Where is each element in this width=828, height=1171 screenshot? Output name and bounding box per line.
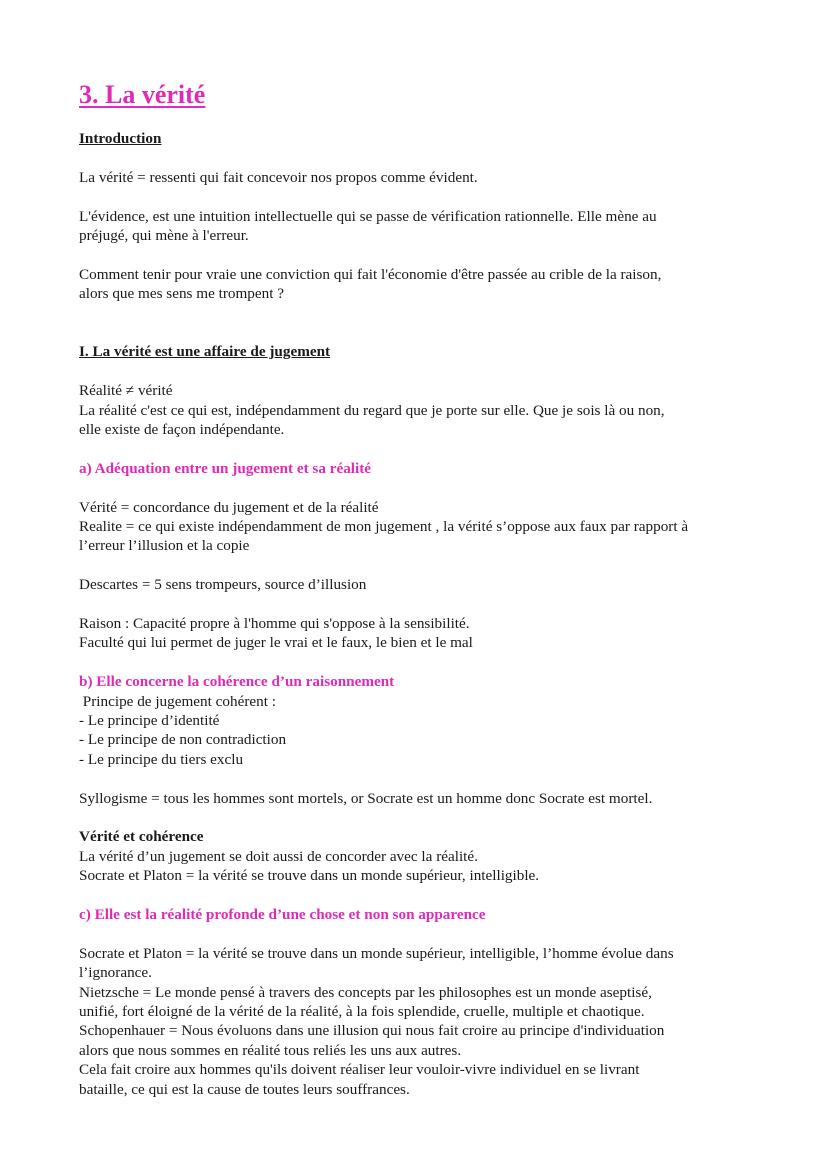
subsection-c-line-5: Schopenhauer = Nous évoluons dans une illusion qui nous fait croire au principe d'individuation <box>79 1022 665 1040</box>
subsection-a-line-4: Descartes = 5 sens trompeurs, source d’illusion <box>79 576 367 594</box>
subsection-c-line-4: unifié, fort éloigné de la vérité de la réalité, à la fois splendide, cruelle, multiple et chaotique. <box>79 1003 645 1021</box>
section-1-line-1: Réalité ≠ vérité <box>79 382 173 400</box>
subsection-a-heading: a) Adéquation entre un jugement et sa réalité <box>79 459 372 477</box>
subsection-a-line-2: Realite = ce qui existe indépendamment de mon jugement , la vérité s’oppose aux faux par rapport à <box>79 518 689 535</box>
document-page <box>79 78 769 1099</box>
subsection-b-line-6: La vérité d’un jugement se doit aussi de concorder avec la réalité. <box>79 847 478 865</box>
subsection-b-line-7: Socrate et Platon = la vérité se trouve dans un monde supérieur, intelligible. <box>79 867 540 885</box>
intro-paragraph-2-line-1: L'évidence, est une intuition intellectuelle qui se passe de vérification rationnelle. Elle mène au <box>79 207 657 225</box>
subsection-c-line-1: Socrate et Platon = la vérité se trouve dans un monde supérieur, intelligible, l’homme évolue dans <box>79 944 674 962</box>
subsection-a-line-5: Raison : Capacité propre à l'homme qui s'oppose à la sensibilité. <box>79 615 470 632</box>
subsection-a-line-1: Vérité = concordance du jugement et de la réalité <box>79 498 379 516</box>
section-1-line-3: elle existe de façon indépendante. <box>79 421 285 438</box>
subsection-b-line-1: Principe de jugement cohérent : <box>79 692 276 710</box>
coherence-heading: Vérité et cohérence <box>79 828 204 846</box>
section-1-line-2: La réalité c'est ce qui est, indépendamment du regard que je porte sur elle. Que je sois là ou non, <box>79 401 665 419</box>
subsection-c-line-8: bataille, ce qui est la cause de toutes leurs souffrances. <box>79 1080 410 1098</box>
subsection-a-line-3: l’erreur l’illusion et la copie <box>79 537 250 555</box>
subsection-b-line-4: - Le principe du tiers exclu <box>79 750 244 768</box>
subsection-b-line-3: - Le principe de non contradiction <box>79 731 287 749</box>
subsection-c-heading: c) Elle est la réalité profonde d’une chose et non son apparence <box>79 906 486 924</box>
section-1-heading: I. La vérité est une affaire de jugement <box>79 343 331 361</box>
intro-paragraph-1: La vérité = ressenti qui fait concevoir nos propos comme évident. <box>79 168 478 186</box>
page-title: 3. La vérité <box>79 80 206 109</box>
subsection-b-line-5: Syllogisme = tous les hommes sont mortels, or Socrate est un homme donc Socrate est mortel. <box>79 789 653 807</box>
intro-paragraph-2-line-2: préjugé, qui mène à l'erreur. <box>79 227 249 244</box>
subsection-a-line-6: Faculté qui lui permet de juger le vrai et le faux, le bien et le mal <box>79 634 473 652</box>
subsection-c-line-7: Cela fait croire aux hommes qu'ils doivent réaliser leur vouloir-vivre individuel en se livrant <box>79 1061 640 1079</box>
subsection-c-line-2: l’ignorance. <box>79 964 152 982</box>
intro-heading: Introduction <box>79 130 162 147</box>
subsection-c-line-3: Nietzsche = Le monde pensé à travers des concepts par les philosophes est un monde aseptisé, <box>79 983 652 1001</box>
subsection-c-line-6: alors que nous sommes en réalité tous reliés les uns aux autres. <box>79 1041 462 1059</box>
intro-paragraph-3-line-1: Comment tenir pour vraie une conviction qui fait l'économie d'être passée au crible de la raison, <box>79 265 662 283</box>
subsection-b-line-2: - Le principe d’identité <box>79 712 220 730</box>
intro-paragraph-3-line-2: alors que mes sens me trompent ? <box>79 285 284 303</box>
subsection-b-heading: b) Elle concerne la cohérence d’un raisonnement <box>79 673 395 691</box>
